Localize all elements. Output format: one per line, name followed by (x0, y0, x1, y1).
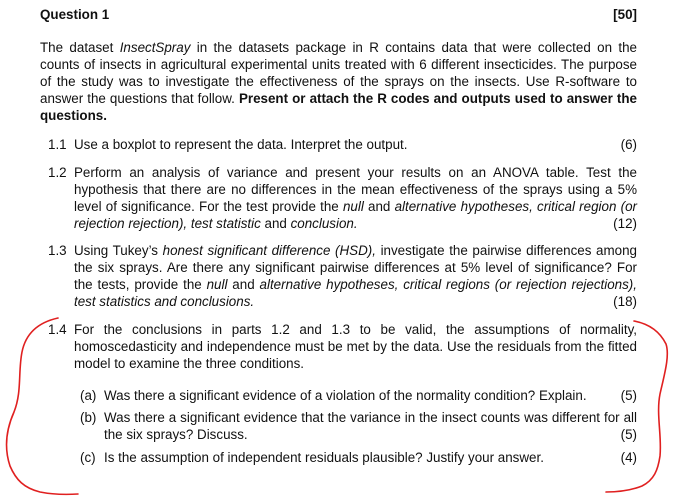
item-1-3 (48, 242, 637, 310)
item-text-2: investigate the pairwise differences among the six sprays. Are there any significant pairwise differences at 5% level of significance? For the tests, provide the (74, 243, 637, 292)
intro-instruction: Present or attach the R codes and outputs used to answer the questions. (40, 91, 637, 123)
question-total-marks: [50] (613, 7, 637, 22)
item-italic-1: honest significant difference (HSD), (162, 243, 376, 258)
item-italic-1: null (342, 199, 364, 214)
item-number: 1.2 (48, 165, 67, 180)
subitem-label: (a) (80, 388, 97, 403)
item-text-1: Perform an analysis of variance and present your results on an ANOVA table. Test the hypothesis that there are no differences in the mean effectiveness of the sprays using a 5% level of significance. For the test provide the (74, 165, 637, 214)
item-marks: (6) (620, 137, 637, 152)
item-number: 1.4 (48, 322, 67, 337)
question-intro (40, 39, 637, 124)
item-number: 1.3 (48, 243, 67, 258)
item-1-1 (48, 136, 637, 153)
intro-text-2: in the datasets package in R contains data that were collected on the counts of insects in agricultural experimental units treated with 6 different insecticides. The purpose of the study was to investigate the effectiveness of the sprays on the insects. Use R-software to answer the questions that follow. (40, 40, 637, 106)
item-italic-3: conclusion. (290, 216, 358, 231)
subitem-c (80, 449, 637, 466)
subitem-text: Was there a significant evidence of a violation of the normality condition? Explain. (104, 388, 587, 403)
item-marks: (12) (613, 216, 637, 231)
question-title: Question 1 (40, 7, 110, 22)
item-italic-2: alternative hypotheses, critical region (or rejection rejection), test statistic (74, 199, 637, 231)
item-number: 1.1 (48, 137, 67, 152)
item-text-2: and (363, 199, 395, 214)
subitem-label: (b) (80, 410, 97, 425)
subitem-text: Was there a significant evidence that the variance in the insect counts was different for all the six sprays? Discuss. (104, 410, 637, 442)
subitem-marks: (5) (620, 427, 637, 442)
item-marks: (18) (613, 294, 637, 309)
item-1-2 (48, 164, 637, 232)
intro-text-1: The dataset (40, 40, 120, 55)
subitem-marks: (4) (620, 450, 637, 465)
item-italic-3: alternative hypotheses, critical regions (or rejection rejections), test statistics and conclusions. (74, 277, 637, 309)
subitem-a (80, 387, 637, 404)
item-1-4 (48, 321, 637, 372)
subitem-marks: (5) (620, 388, 637, 403)
subitem-text: Is the assumption of independent residuals plausible? Justify your answer. (104, 450, 544, 465)
item-text: Use a boxplot to represent the data. Interpret the output. (74, 137, 408, 152)
subitem-label: (c) (80, 450, 96, 465)
intro-dataset-name: InsectSpray (119, 40, 191, 55)
item-italic-2: null (206, 277, 228, 292)
subitem-b (80, 409, 637, 443)
item-text-1: Using Tukey’s (74, 243, 163, 258)
item-text-3: and (260, 216, 291, 231)
item-text: For the conclusions in parts 1.2 and 1.3 to be valid, the assumptions of normality, homoscedasticity and independence must be met by the data. Use the residuals from the fitted model to examine the three conditions. (74, 322, 637, 371)
item-text-3: and (227, 277, 260, 292)
